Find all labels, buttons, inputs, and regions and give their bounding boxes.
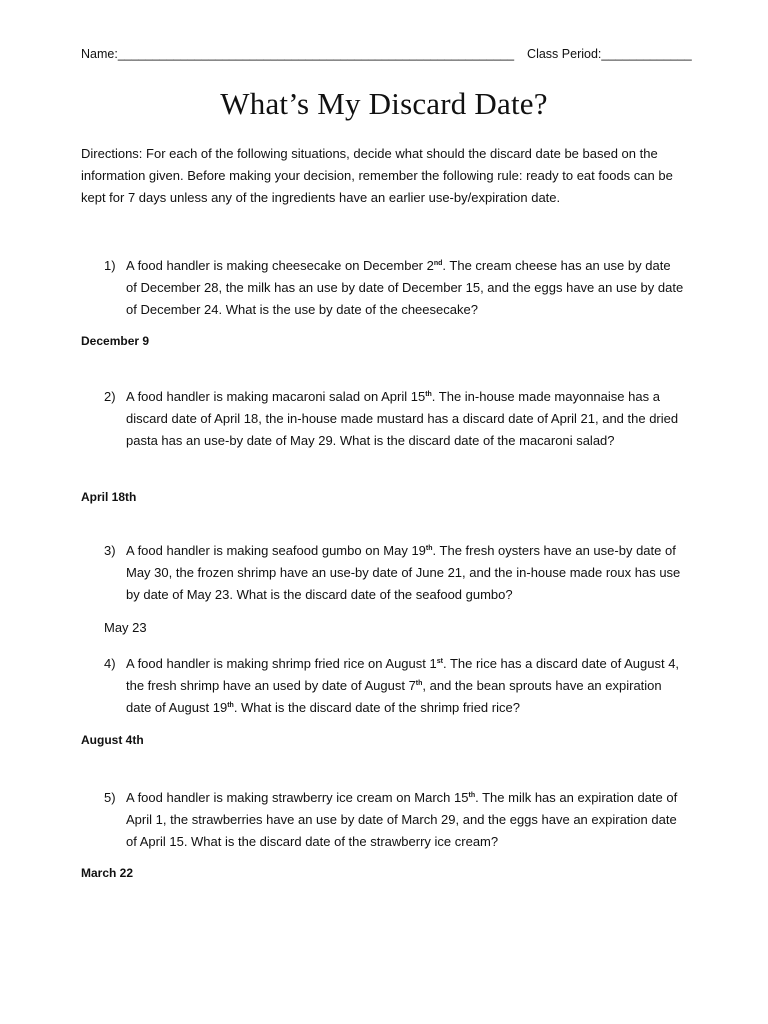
name-field-label: Name:_________________________________________________________ [81, 47, 515, 61]
question-number: 3) [104, 543, 116, 558]
question-text: A food handler is making seafood gumbo on May 19th. The fresh oysters have an use-by date of May 30, the frozen shrimp have an use-by date of June 21, and the in-house made roux has use by date of May 23. What is the discard date of the seafood gumbo? [126, 543, 681, 602]
question-5 [104, 787, 684, 853]
question-3 [104, 540, 684, 606]
directions-text: Directions: For each of the following situations, decide what should the discard date be based on the information given. Before making your decision, remember the following rule: ready to eat foods can be kept for 7 days unless any of the ingredients have an earlier use-by/expiration date. [81, 146, 673, 205]
question-text: A food handler is making strawberry ice cream on March 15th. The milk has an expiration date of April 1, the strawberries have an use by date of March 29, and the eggs have an expiration date of April 15. What is the discard date of the strawberry ice cream? [126, 790, 678, 849]
class-period-label: Class Period:_____________ [527, 47, 692, 61]
question-text: A food handler is making shrimp fried rice on August 1st. The rice has a discard date of August 4, the fresh shrimp have an used by date of August 7th, and the bean sprouts have an expiration date of August 19th. What is the discard date of the shrimp fried rice? [126, 656, 680, 715]
question-text: A food handler is making cheesecake on December 2nd. The cream cheese has an use by date of December 28, the milk has an use by date of December 15, and the eggs have an use by date of December 24. What is the use by date of the cheesecake? [126, 258, 684, 317]
question-number: 4) [104, 656, 116, 671]
question-1 [104, 255, 684, 321]
question-number: 1) [104, 258, 116, 273]
question-number: 5) [104, 790, 116, 805]
question-2 [104, 386, 684, 452]
answer-4: August 4th [81, 733, 144, 747]
answer-3: May 23 [104, 620, 147, 635]
header-line [81, 47, 692, 61]
question-4 [104, 653, 684, 719]
question-text: A food handler is making macaroni salad on April 15th. The in-house made mayonnaise has a discard date of April 18, the in-house made mustard has a discard date of April 21, and the dried pasta has an use-by date of May 29. What is the discard date of the macaroni salad? [126, 389, 679, 448]
question-number: 2) [104, 389, 116, 404]
page-title: What’s My Discard Date? [220, 86, 548, 121]
answer-1: December 9 [81, 334, 150, 348]
answer-2: April 18th [81, 490, 137, 504]
answer-5: March 22 [81, 866, 134, 880]
